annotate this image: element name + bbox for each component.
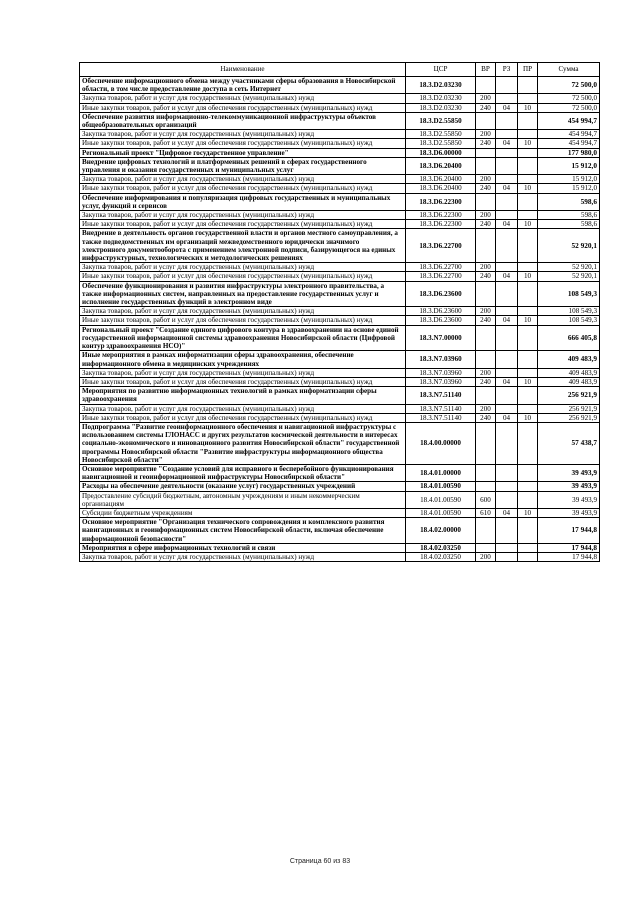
cell-rz: 04 [496, 220, 518, 229]
cell-sum: 72 500,0 [538, 77, 600, 94]
cell-rz [496, 368, 518, 377]
cell-rz [496, 77, 518, 94]
cell-vr: 200 [476, 307, 496, 316]
cell-name: Основное мероприятие "Создание условий для исправного и бесперебойного функционирования навигационной и геоинформационной инфраструктуры Новосибирской области" [80, 464, 406, 481]
cell-pr: 10 [518, 139, 538, 148]
cell-vr [476, 464, 496, 481]
cell-vr: 600 [476, 491, 496, 508]
cell-vr [476, 543, 496, 552]
cell-sum: 598,6 [538, 193, 600, 210]
cell-rz [496, 112, 518, 129]
table-body [80, 77, 600, 562]
cell-name: Основное мероприятие "Организация технического сопровождения и комплексного развития навигационных и геоинформационных систем Новосибирской области, включая обеспечение информационной безопасности" [80, 518, 406, 544]
cell-rz [496, 518, 518, 544]
table-row [80, 413, 600, 422]
cell-name: Иные закупки товаров, работ и услуг для обеспечения государственных (муниципальных) нужд [80, 220, 406, 229]
cell-vr [476, 325, 496, 351]
cell-rz [496, 193, 518, 210]
table-row [80, 404, 600, 413]
cell-csr: 18.3.N7.03960 [406, 377, 476, 386]
table-row-section [80, 112, 600, 129]
header-csr: ЦСР [406, 63, 476, 77]
cell-csr: 18.3.D2.03230 [406, 77, 476, 94]
cell-rz [496, 387, 518, 404]
cell-pr [518, 351, 538, 368]
cell-name: Закупка товаров, работ и услуг для государственных (муниципальных) нужд [80, 211, 406, 220]
cell-sum: 57 438,7 [538, 422, 600, 464]
cell-sum: 409 483,9 [538, 368, 600, 377]
cell-pr: 10 [518, 413, 538, 422]
cell-sum: 454 994,7 [538, 130, 600, 139]
cell-rz [496, 281, 518, 307]
cell-name: Расходы на обеспечение деятельности (оказание услуг) государственных учреждений [80, 482, 406, 491]
cell-pr: 10 [518, 220, 538, 229]
cell-name: Закупка товаров, работ и услуг для государственных (муниципальных) нужд [80, 368, 406, 377]
cell-pr: 10 [518, 272, 538, 281]
cell-name: Иные закупки товаров, работ и услуг для обеспечения государственных (муниципальных) нужд [80, 316, 406, 325]
cell-csr: 18.4.01.00590 [406, 482, 476, 491]
cell-vr: 240 [476, 272, 496, 281]
cell-csr: 18.3.D6.23600 [406, 316, 476, 325]
table-row-section [80, 193, 600, 210]
cell-pr [518, 325, 538, 351]
cell-pr [518, 491, 538, 508]
table-row [80, 130, 600, 139]
cell-vr [476, 148, 496, 157]
cell-rz: 04 [496, 184, 518, 193]
cell-name: Мероприятия по развитию информационных технологий в рамках информатизации сферы здравоохранения [80, 387, 406, 404]
cell-sum: 598,6 [538, 211, 600, 220]
cell-name: Обеспечение информирования и популяризация цифровых государственных и муниципальных услуг, функций и сервисов [80, 193, 406, 210]
table-row-section [80, 387, 600, 404]
cell-name: Закупка товаров, работ и услуг для государственных (муниципальных) нужд [80, 404, 406, 413]
cell-rz [496, 482, 518, 491]
cell-vr: 610 [476, 508, 496, 517]
cell-vr: 240 [476, 316, 496, 325]
cell-csr: 18.3.D6.20400 [406, 157, 476, 174]
cell-pr [518, 211, 538, 220]
cell-csr: 18.3.D6.23600 [406, 307, 476, 316]
cell-name: Закупка товаров, работ и услуг для государственных (муниципальных) нужд [80, 94, 406, 103]
cell-vr: 200 [476, 368, 496, 377]
cell-csr: 18.4.02.03250 [406, 552, 476, 561]
table-row [80, 175, 600, 184]
cell-rz [496, 211, 518, 220]
cell-csr: 18.3.D2.55850 [406, 139, 476, 148]
cell-csr: 18.3.D2.55850 [406, 112, 476, 129]
cell-sum: 256 921,9 [538, 413, 600, 422]
cell-rz [496, 351, 518, 368]
cell-rz [496, 491, 518, 508]
cell-pr: 10 [518, 316, 538, 325]
cell-name: Иные закупки товаров, работ и услуг для обеспечения государственных (муниципальных) нужд [80, 103, 406, 112]
cell-vr: 200 [476, 94, 496, 103]
cell-name: Внедрение в деятельность органов государственной власти и органов местного самоуправления, а также подведомственных им организаций межведомственного юридически значимого электронного документооборота с применением электронной подписи, базирующегося на единых инфраструктурных, технологических и методологических решениях [80, 229, 406, 263]
cell-csr: 18.4.01.00590 [406, 491, 476, 508]
cell-sum: 39 493,9 [538, 482, 600, 491]
cell-name: Иные мероприятия в рамках информатизации сферы здравоохранения, обеспечение информационного обмена в медицинских учреждениях [80, 351, 406, 368]
cell-vr [476, 229, 496, 263]
cell-csr: 18.3.D6.22300 [406, 211, 476, 220]
table-row-section [80, 543, 600, 552]
cell-sum: 598,6 [538, 220, 600, 229]
cell-vr [476, 351, 496, 368]
cell-rz [496, 229, 518, 263]
table-row-section [80, 464, 600, 481]
cell-rz [496, 404, 518, 413]
cell-rz [496, 464, 518, 481]
table-row [80, 552, 600, 561]
table-row [80, 220, 600, 229]
table-row [80, 103, 600, 112]
cell-rz: 04 [496, 139, 518, 148]
cell-pr [518, 229, 538, 263]
cell-vr: 200 [476, 263, 496, 272]
cell-sum: 108 549,3 [538, 281, 600, 307]
cell-pr: 10 [518, 508, 538, 517]
cell-vr [476, 387, 496, 404]
cell-rz [496, 157, 518, 174]
table-row [80, 139, 600, 148]
cell-name: Закупка товаров, работ и услуг для государственных (муниципальных) нужд [80, 552, 406, 561]
cell-sum: 17 944,8 [538, 543, 600, 552]
cell-csr: 18.3.N7.00000 [406, 325, 476, 351]
cell-pr [518, 368, 538, 377]
cell-sum: 256 921,9 [538, 387, 600, 404]
header-sum: Сумма [538, 63, 600, 77]
cell-csr: 18.4.01.00000 [406, 464, 476, 481]
cell-rz: 04 [496, 508, 518, 517]
cell-vr: 240 [476, 184, 496, 193]
cell-vr: 240 [476, 377, 496, 386]
cell-rz [496, 552, 518, 561]
cell-pr [518, 307, 538, 316]
cell-csr: 18.3.D6.22700 [406, 229, 476, 263]
budget-table [79, 62, 600, 562]
cell-sum: 454 994,7 [538, 112, 600, 129]
cell-pr [518, 387, 538, 404]
cell-csr: 18.3.D6.20400 [406, 184, 476, 193]
cell-rz [496, 422, 518, 464]
header-pr: ПР [518, 63, 538, 77]
cell-name: Иные закупки товаров, работ и услуг для обеспечения государственных (муниципальных) нужд [80, 139, 406, 148]
cell-csr: 18.3.D2.55850 [406, 130, 476, 139]
cell-sum: 52 920,1 [538, 229, 600, 263]
cell-pr [518, 157, 538, 174]
cell-name: Подпрограмма "Развитие геоинформационного обеспечения и навигационной инфраструктуры с использованием системы ГЛОНАСС и других результатов космической деятельности в интересах социально-экономического и инновационного развития Новосибирской области" государственной программы Новосибирской области "Развитие инфраструктуры информационного общества Новосибирской области" [80, 422, 406, 464]
header-name: Наименование [80, 63, 406, 77]
cell-name: Обеспечение развития информационно-телекоммуникационной инфраструктуры объектов общеобразовательных организаций [80, 112, 406, 129]
table-row-section [80, 351, 600, 368]
cell-vr: 240 [476, 103, 496, 112]
cell-pr [518, 112, 538, 129]
cell-name: Региональный проект "Создание единого цифрового контура в здравоохранении на основе единой государственной информационной системы здравоохранения Новосибирской области (Цифровой контур здравоохранения НСО)" [80, 325, 406, 351]
cell-rz [496, 148, 518, 157]
table-row-section [80, 148, 600, 157]
cell-vr [476, 77, 496, 94]
cell-vr [476, 422, 496, 464]
cell-pr [518, 130, 538, 139]
cell-pr [518, 193, 538, 210]
cell-csr: 18.3.D6.23600 [406, 281, 476, 307]
table-row [80, 508, 600, 517]
header-rz: РЗ [496, 63, 518, 77]
cell-pr [518, 482, 538, 491]
table-row [80, 211, 600, 220]
cell-pr [518, 263, 538, 272]
cell-rz [496, 307, 518, 316]
cell-csr: 18.4.01.00590 [406, 508, 476, 517]
table-row-section [80, 229, 600, 263]
cell-csr: 18.3.D6.00000 [406, 148, 476, 157]
cell-name: Мероприятия в сфере информационных технологий и связи [80, 543, 406, 552]
table-row [80, 184, 600, 193]
cell-pr: 10 [518, 103, 538, 112]
table-row [80, 263, 600, 272]
cell-pr [518, 543, 538, 552]
cell-csr: 18.3.N7.03960 [406, 368, 476, 377]
cell-pr [518, 94, 538, 103]
cell-sum: 39 493,9 [538, 464, 600, 481]
cell-rz [496, 543, 518, 552]
cell-sum: 108 549,3 [538, 307, 600, 316]
table-row-section [80, 157, 600, 174]
cell-rz [496, 94, 518, 103]
cell-name: Закупка товаров, работ и услуг для государственных (муниципальных) нужд [80, 130, 406, 139]
table-row-section [80, 281, 600, 307]
cell-vr [476, 482, 496, 491]
table-row [80, 316, 600, 325]
cell-csr: 18.4.00.00000 [406, 422, 476, 464]
cell-name: Внедрение цифровых технологий и платформенных решений в сферах государственного управления и оказания государственных и муниципальных услуг [80, 157, 406, 174]
cell-csr: 18.3.N7.51140 [406, 413, 476, 422]
cell-vr: 200 [476, 552, 496, 561]
cell-sum: 666 405,8 [538, 325, 600, 351]
table-row [80, 368, 600, 377]
cell-vr [476, 281, 496, 307]
cell-pr [518, 175, 538, 184]
table-row [80, 307, 600, 316]
cell-pr: 10 [518, 184, 538, 193]
cell-vr [476, 112, 496, 129]
cell-pr [518, 148, 538, 157]
table-row-section [80, 325, 600, 351]
table-row-section [80, 518, 600, 544]
table-row-section [80, 422, 600, 464]
cell-csr: 18.3.N7.03960 [406, 351, 476, 368]
cell-csr: 18.3.D2.03230 [406, 103, 476, 112]
cell-sum: 39 493,9 [538, 491, 600, 508]
cell-csr: 18.3.D6.22700 [406, 263, 476, 272]
cell-pr [518, 404, 538, 413]
cell-csr: 18.3.D6.22300 [406, 220, 476, 229]
cell-rz: 04 [496, 316, 518, 325]
cell-vr: 200 [476, 130, 496, 139]
table-row [80, 94, 600, 103]
cell-sum: 409 483,9 [538, 351, 600, 368]
cell-csr: 18.4.02.03250 [406, 543, 476, 552]
cell-rz [496, 325, 518, 351]
cell-vr: 200 [476, 211, 496, 220]
cell-sum: 17 944,8 [538, 518, 600, 544]
cell-sum: 409 483,9 [538, 377, 600, 386]
cell-vr: 200 [476, 404, 496, 413]
table-row-section [80, 482, 600, 491]
cell-csr: 18.4.02.00000 [406, 518, 476, 544]
cell-rz: 04 [496, 103, 518, 112]
cell-pr [518, 518, 538, 544]
cell-sum: 52 920,1 [538, 263, 600, 272]
cell-sum: 72 500,0 [538, 103, 600, 112]
cell-sum: 177 980,0 [538, 148, 600, 157]
cell-name: Предоставление субсидий бюджетным, автономным учреждениям и иным некоммерческим организациям [80, 491, 406, 508]
cell-vr [476, 518, 496, 544]
cell-sum: 15 912,0 [538, 184, 600, 193]
cell-rz: 04 [496, 377, 518, 386]
cell-csr: 18.3.D6.20400 [406, 175, 476, 184]
cell-csr: 18.3.D2.03230 [406, 94, 476, 103]
table-header-row [80, 63, 600, 77]
header-vr: ВР [476, 63, 496, 77]
cell-vr: 240 [476, 413, 496, 422]
cell-name: Обеспечение информационного обмена между участниками сферы образования в Новосибирской области, в том числе предоставление доступа в сеть Интернет [80, 77, 406, 94]
cell-sum: 52 920,1 [538, 272, 600, 281]
table-row [80, 377, 600, 386]
cell-sum: 108 549,3 [538, 316, 600, 325]
cell-name: Субсидии бюджетным учреждениям [80, 508, 406, 517]
cell-vr: 240 [476, 139, 496, 148]
cell-name: Иные закупки товаров, работ и услуг для обеспечения государственных (муниципальных) нужд [80, 413, 406, 422]
cell-sum: 39 493,9 [538, 508, 600, 517]
table-row [80, 491, 600, 508]
cell-vr [476, 193, 496, 210]
cell-sum: 454 994,7 [538, 139, 600, 148]
cell-name: Обеспечение функционирования и развития инфраструктуры электронного правительства, а также информационных систем, направленных на предоставление государственных услуг и исполнение государственных функций в электронном виде [80, 281, 406, 307]
cell-vr: 200 [476, 175, 496, 184]
cell-csr: 18.3.D6.22700 [406, 272, 476, 281]
cell-name: Иные закупки товаров, работ и услуг для обеспечения государственных (муниципальных) нужд [80, 184, 406, 193]
cell-sum: 72 500,0 [538, 94, 600, 103]
cell-rz: 04 [496, 272, 518, 281]
cell-rz [496, 263, 518, 272]
cell-sum: 15 912,0 [538, 157, 600, 174]
cell-name: Региональный проект "Цифровое государственное управление" [80, 148, 406, 157]
cell-vr: 240 [476, 220, 496, 229]
cell-name: Закупка товаров, работ и услуг для государственных (муниципальных) нужд [80, 307, 406, 316]
cell-sum: 17 944,8 [538, 552, 600, 561]
cell-name: Закупка товаров, работ и услуг для государственных (муниципальных) нужд [80, 263, 406, 272]
cell-sum: 256 921,9 [538, 404, 600, 413]
cell-name: Закупка товаров, работ и услуг для государственных (муниципальных) нужд [80, 175, 406, 184]
page-number: Страница 60 из 83 [289, 858, 351, 865]
cell-vr [476, 157, 496, 174]
cell-sum: 15 912,0 [538, 175, 600, 184]
cell-rz [496, 130, 518, 139]
cell-pr [518, 552, 538, 561]
cell-name: Иные закупки товаров, работ и услуг для обеспечения государственных (муниципальных) нужд [80, 377, 406, 386]
cell-pr: 10 [518, 377, 538, 386]
cell-rz: 04 [496, 413, 518, 422]
cell-csr: 18.3.N7.51140 [406, 404, 476, 413]
cell-pr [518, 77, 538, 94]
cell-csr: 18.3.D6.22300 [406, 193, 476, 210]
cell-pr [518, 422, 538, 464]
cell-name: Иные закупки товаров, работ и услуг для обеспечения государственных (муниципальных) нужд [80, 272, 406, 281]
cell-rz [496, 175, 518, 184]
cell-pr [518, 281, 538, 307]
table-row-section [80, 77, 600, 94]
cell-pr [518, 464, 538, 481]
cell-csr: 18.3.N7.51140 [406, 387, 476, 404]
table-row [80, 272, 600, 281]
